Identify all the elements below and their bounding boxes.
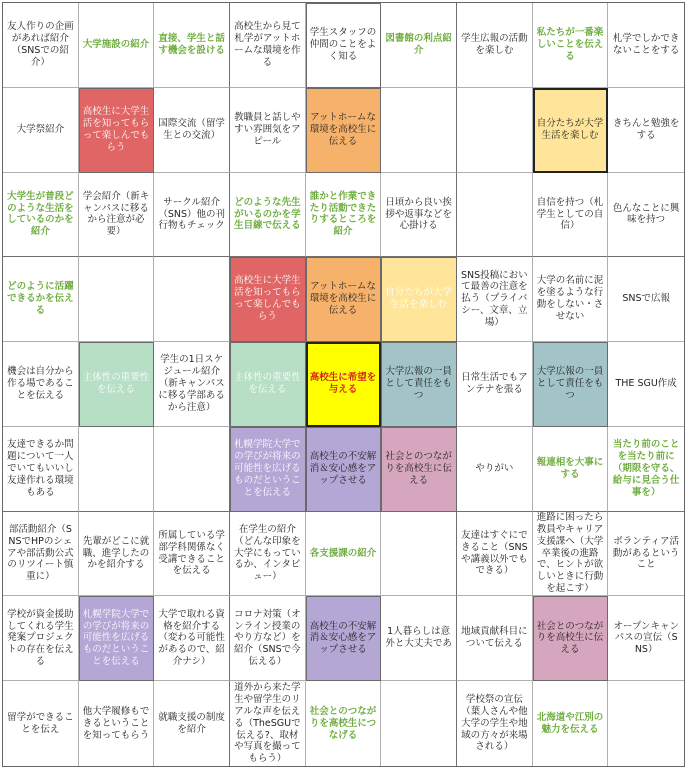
grid-cell-r5-c8: 当たり前のことを当たり前に（期限を守る、給与に見合う仕事を） [608,427,684,512]
grid-cell-r1-c7: 自分たちが大学生活を楽しむ [533,88,609,173]
grid-cell-r4-c3: 主体性の重要性を伝える [230,342,306,427]
grid-cell-r3-c1 [79,257,155,342]
grid-cell-r7-c8: オープンキャンパスの宣伝（SNS） [608,596,684,681]
grid-cell-r2-c2: サークル紹介（SNS）他の刊行物もチェック [154,173,230,258]
grid-cell-r3-c6: SNS投稿において最善の注意を払う（プライバシー、文章、立場） [457,257,533,342]
grid-cell-r8-c7: 北海道や江別の魅力を伝える [533,681,609,766]
grid-cell-r2-c6 [457,173,533,258]
grid-cell-r8-c8 [608,681,684,766]
grid-cell-r3-c0: どのように活躍できるかを伝える [3,257,79,342]
grid-cell-r5-c4: 高校生の不安解消＆安心感をアップさせる [306,427,382,512]
grid-cell-r8-c5 [381,681,457,766]
grid-cell-r2-c3: どのような先生がいるのかを学生目線で伝える [230,173,306,258]
grid-cell-r5-c1 [79,427,155,512]
grid-cell-r5-c3: 札幌学院大学での学びが将来の可能性を広げるものだということを伝える [230,427,306,512]
grid-cell-r0-c1: 大学施設の紹介 [79,3,155,88]
grid-cell-r4-c0: 機会は自分から作る場であることを伝える [3,342,79,427]
grid-cell-r8-c0: 留学ができることを伝え [3,681,79,766]
grid-cell-r6-c2: 所属している学部学科関係なく受講できることを伝える [154,512,230,597]
grid-cell-r1-c0: 大学祭紹介 [3,88,79,173]
grid-cell-r1-c3: 教職員と話しやすい雰囲気をアピール [230,88,306,173]
grid-cell-r5-c2 [154,427,230,512]
grid-cell-r4-c4: 高校生に希望を与える [306,342,382,427]
grid-cell-r1-c4: アットホームな環境を高校生に伝える [306,88,382,173]
grid-cell-r2-c1: 学会紹介（新キャンパスに移るから注意が必要） [79,173,155,258]
grid-cell-r2-c0: 大学生が普段どのような生活をしているのかを紹介 [3,173,79,258]
grid-cell-r4-c7: 大学広報の一員として責任をもつ [533,342,609,427]
grid-cell-r8-c6: 学校祭の宣伝（葉人さんや他大学の学生や地域の方々が来場される） [457,681,533,766]
grid-cell-r3-c4: アットホームな環境を高校生に伝える [306,257,382,342]
grid-cell-r4-c2: 学生の1日スケジュール紹介（新キャンパスに移る学部あるから注意） [154,342,230,427]
grid-cell-r4-c8: THE SGU作成 [608,342,684,427]
grid-cell-r5-c5: 社会とのつながりを高校生に伝える [381,427,457,512]
grid-cell-r7-c6: 地域貢献科目について伝える [457,596,533,681]
grid-cell-r6-c3: 在学生の紹介（どんな印象を大学にもっているか、インタビュー） [230,512,306,597]
grid-cell-r3-c5: 自分たちが大学生活を楽しむ [381,257,457,342]
grid-cell-r3-c8: SNSで広報 [608,257,684,342]
grid-cell-r6-c0: 部活動紹介（SNSでHPのシェアや部活動公式のリツイート慎重に） [3,512,79,597]
grid-cell-r4-c5: 大学広報の一員として責任をもつ [381,342,457,427]
grid-cell-r0-c0: 友人作りの企画があれば紹介（SNSでの紹介） [3,3,79,88]
grid-cell-r8-c3: 道外から来た学生や留学生のリアルな声を伝える（TheSGUで伝える?、取材や写真を撮ってもらう） [230,681,306,766]
mandala-chart-grid [2,2,685,767]
grid-cell-r1-c8: きちんと勉強をする [608,88,684,173]
grid-cell-r1-c1: 高校生に大学生活を知ってもらって楽しんでもらう [79,88,155,173]
grid-cell-r4-c1: 主体性の重要性を伝える [79,342,155,427]
grid-cell-r0-c2: 直接、学生と話す機会を設ける [154,3,230,88]
grid-cell-r1-c6 [457,88,533,173]
grid-cell-r3-c7: 大学の名前に泥を塗るような行動をしない・させない [533,257,609,342]
grid-cell-r8-c4: 社会とのつながりを高校生につなげる [306,681,382,766]
grid-cell-r0-c5: 図書館の利点紹介 [381,3,457,88]
grid-cell-r6-c1: 先輩がどこに就職、進学したのかを紹介する [79,512,155,597]
grid-cell-r5-c6: やりがい [457,427,533,512]
grid-cell-r0-c7: 私たちが一番楽しいことを伝える [533,3,609,88]
grid-cell-r2-c5: 日頃から良い挨拶や返事などを心掛ける [381,173,457,258]
grid-cell-r0-c4: 学生スタッフの仲間のことをよく知る [306,3,382,88]
grid-cell-r1-c5 [381,88,457,173]
grid-cell-r0-c3: 高校生から見て札学がアットホームな環境を作る [230,3,306,88]
grid-cell-r2-c7: 自信を持つ（札学生としての自信） [533,173,609,258]
grid-cell-r0-c8: 札学でしかできないことをする [608,3,684,88]
grid-cell-r7-c4: 高校生の不安解消＆安心感をアップさせる [306,596,382,681]
grid-cell-r7-c2: 大学で取れる資格を紹介する（変わる可能性があるので、紹介ナシ） [154,596,230,681]
grid-cell-r6-c5 [381,512,457,597]
grid-cell-r7-c1: 札幌学院大学での学びが将来の可能性を広げるものだということを伝える [79,596,155,681]
grid-cell-r6-c6: 友達はすぐにできること（SNSや講義以外でもできる） [457,512,533,597]
grid-cell-r5-c0: 友達できるか問題について一人でいてもいいし友達作れる環境もある [3,427,79,512]
grid-cell-r0-c6: 学生広報の活動を楽しむ [457,3,533,88]
grid-cell-r2-c8: 色んなことに興味を持つ [608,173,684,258]
grid-cell-r7-c0: 学校が資金援助してくれる学生発案プロジェクトの存在を伝える [3,596,79,681]
grid-cell-r3-c2 [154,257,230,342]
grid-cell-r5-c7: 報連相を大事にする [533,427,609,512]
grid-cell-r6-c7: 進路に困ったら教員やキャリア支援課へ（大学卒業後の進路で、ヒントが欲しいときに行動を起こす） [533,512,609,597]
grid-cell-r2-c4: 誰かと作業できたり活動できたりするところを紹介 [306,173,382,258]
grid-cell-r1-c2: 国際交流（留学生との交流） [154,88,230,173]
grid-cell-r7-c5: 1人暮らしは意外と大丈夫であ [381,596,457,681]
grid-cell-r7-c3: コロナ対策（オンライン授業のやり方など）を紹介（SNSで今伝える） [230,596,306,681]
grid-cell-r4-c6: 日常生活でもアンテナを張る [457,342,533,427]
grid-cell-r6-c4: 各支援課の紹介 [306,512,382,597]
grid-cell-r3-c3: 高校生に大学生活を知ってもらって楽しんでもらう [230,257,306,342]
grid-cell-r6-c8: ボランティア活動があるということ [608,512,684,597]
grid-cell-r8-c1: 他大学履修もできるということを知ってもらう [79,681,155,766]
grid-cell-r8-c2: 就職支援の制度を紹介 [154,681,230,766]
grid-cell-r7-c7: 社会とのつながりを高校生に伝える [533,596,609,681]
